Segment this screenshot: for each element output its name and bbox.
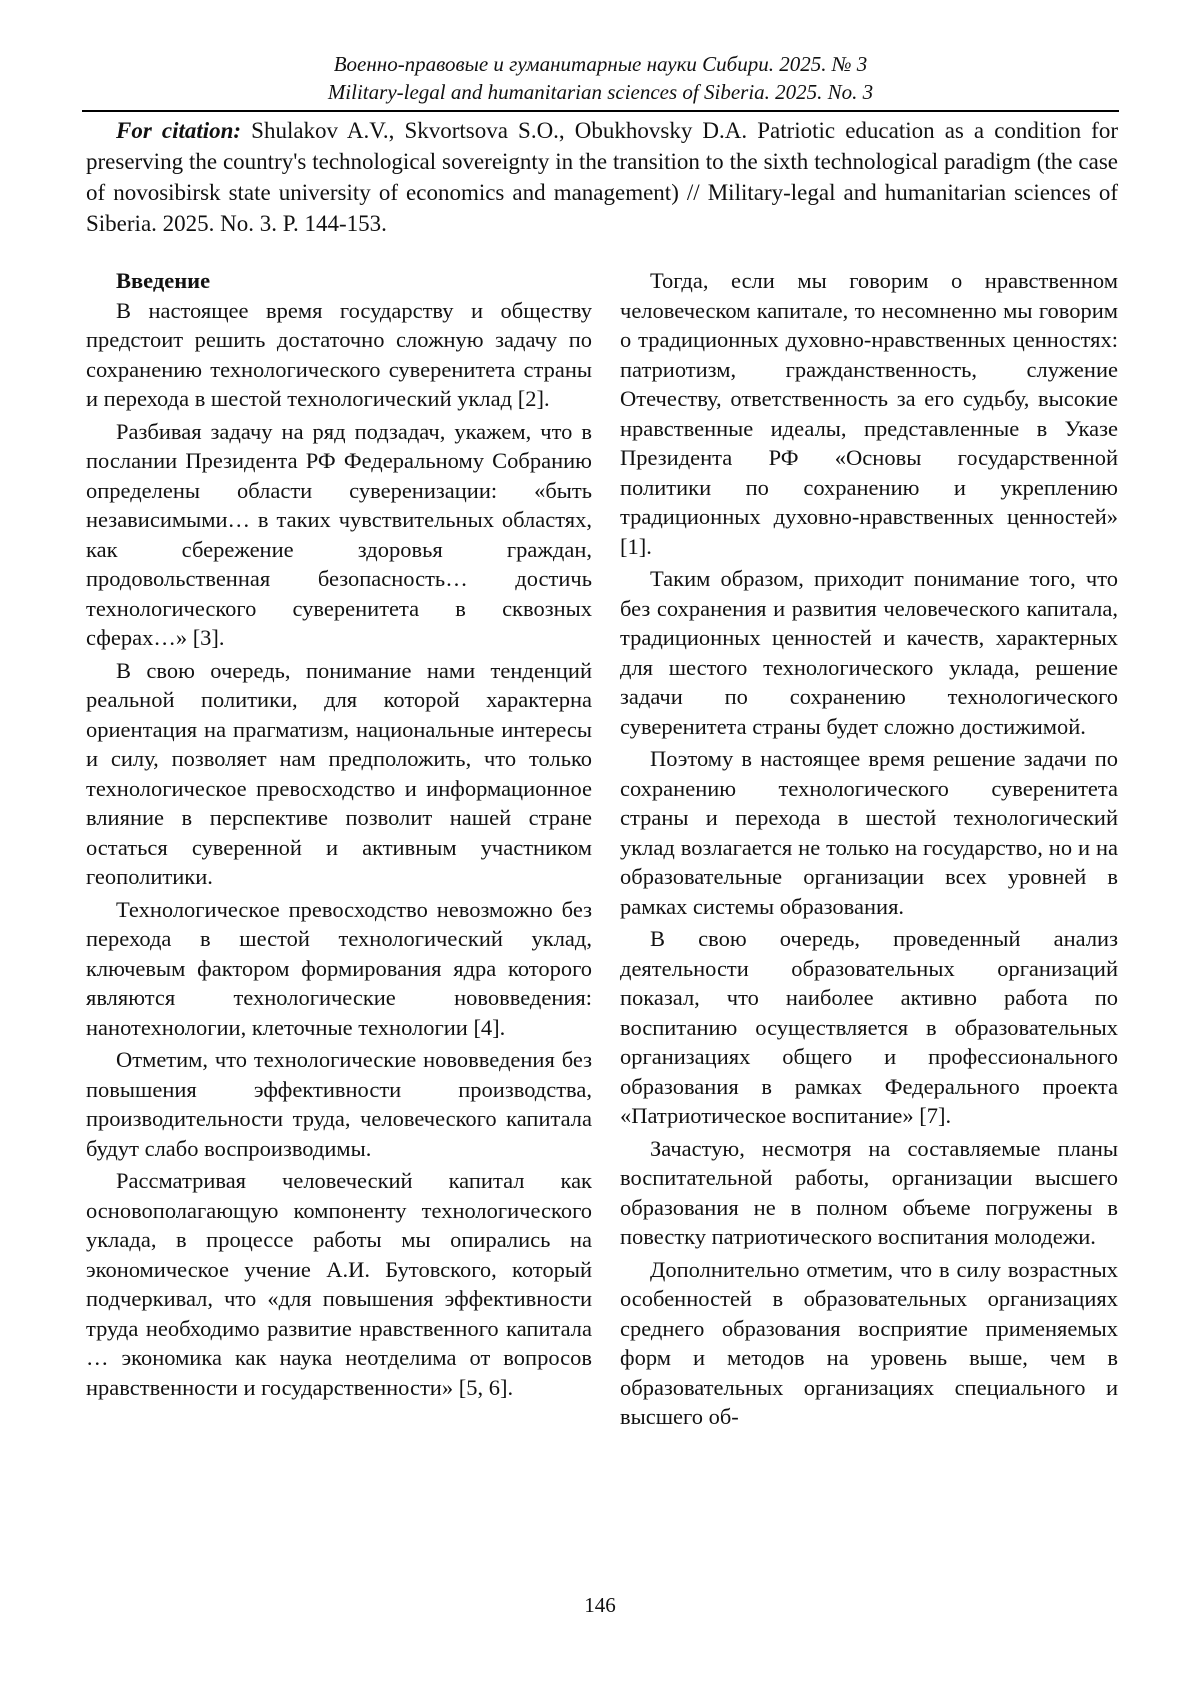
paragraph: Тогда, если мы говорим о нравственном человеческом капитале, то несомненно мы говорим о традиционных духовно-нравственных ценностях: патриотизм, гражданственность, служение Отечеству, ответственность за его судьбу, высокие нравственные идеалы, представленные в Указе Президента РФ «Основы государственной политики по сохранению и укреплению традиционных духовно-нравственных ценностей» [1]. bbox=[620, 268, 1118, 559]
paragraph: Технологическое превосходство невозможно без перехода в шестой технологический уклад, ключевым фактором формирования ядра которого являются технологические нововведения: нанотехнологии, клеточные технологии [4]. bbox=[86, 896, 592, 1040]
journal-title-en: Military-legal and humanitarian sciences of Siberia. 2025. No. 3 bbox=[327, 80, 874, 104]
citation-text: Shulakov A.V., Skvortsova S.O., Obukhovsky D.A. Patriotic education as a condition for preserving the country's technological sovereignty in the transition to the sixth technological paradigm (the case of novosibirsk state university of economics and management) // Military-legal and humanitarian sciences of Siberia. 2025. No. 3. P. 144-153. bbox=[86, 118, 1118, 236]
journal-title-ru: Военно-правовые и гуманитарные науки Сибири. 2025. № 3 bbox=[333, 52, 868, 76]
paragraph: Зачастую, несмотря на составляемые планы воспитательной работы, организации высшего образования не в полном объеме погружены в повестку патриотического воспитания молодежи. bbox=[620, 1135, 1118, 1249]
paragraph: Таким образом, приходит понимание того, что без сохранения и развития человеческого капитала, традиционных ценностей и качеств, характерных для шестого технологического уклада, решение задачи по сохранению технологического суверенитета страны будет сложно достижимой. bbox=[620, 566, 1118, 739]
header-divider bbox=[82, 110, 1119, 112]
citation-block bbox=[86, 115, 1118, 239]
page-number: 146 bbox=[584, 1593, 616, 1617]
paragraph: Рассматривая человеческий капитал как основополагающую компоненту технологического уклада, в процессе работы мы опирались на экономическое учение А.И. Бутовского, который подчеркивал, что «для повышения эффективности труда необходимо развитие нравственного капитала … экономика как наука неотделима от вопросов нравственности и государственности» [5, 6]. bbox=[86, 1168, 592, 1400]
paragraph: В настоящее время государству и обществу предстоит решить достаточно сложную задачу по сохранению технологического суверенитета страны и перехода в шестой технологический уклад [2]. bbox=[86, 297, 592, 411]
paragraph: Дополнительно отметим, что в силу возрастных особенностей в образовательных организациях среднего образования восприятие применяемых форм и методов на уровень выше, чем в образовательных организациях специального и высшего об- bbox=[620, 1256, 1118, 1429]
paragraph: В свою очередь, проведенный анализ деятельности образовательных организаций показал, что наиболее активно работа по воспитанию осуществляется в образовательных организациях общего и профессионального образования в рамках Федерального проекта «Патриотическое воспитание» [7]. bbox=[620, 926, 1118, 1128]
paragraph: Отметим, что технологические нововведения без повышения эффективности производства, производительности труда, человеческого капитала будут слабо воспроизводимы. bbox=[86, 1047, 592, 1161]
paragraph: Поэтому в настоящее время решение задачи по сохранению технологического суверенитета страны и перехода в шестой технологический уклад возлагается не только на государство, но и на образовательные организации всех уровней в рамках системы образования. bbox=[620, 746, 1118, 919]
paragraph: Разбивая задачу на ряд подзадач, укажем, что в послании Президента РФ Федеральному Собранию определены области суверенизации: «быть независимыми… в таких чувствительных областях, как сбережение здоровья граждан, продовольственная безопасность… достичь технологического суверенитета в сквозных сферах…» [3]. bbox=[86, 418, 592, 650]
citation-label: For citation: bbox=[116, 118, 242, 143]
section-heading: Введение bbox=[116, 268, 211, 293]
paragraph: В свою очередь, понимание нами тенденций реальной политики, для которой характерна ориентация на прагматизм, национальные интересы и силу, позволяет нам предположить, что только технологическое превосходство и информационное влияние в перспективе позволит нашей стране остаться суверенной и активным участником геополитики. bbox=[86, 657, 592, 889]
right-column bbox=[620, 266, 1118, 1435]
left-column bbox=[86, 266, 592, 1405]
journal-header bbox=[82, 50, 1119, 106]
